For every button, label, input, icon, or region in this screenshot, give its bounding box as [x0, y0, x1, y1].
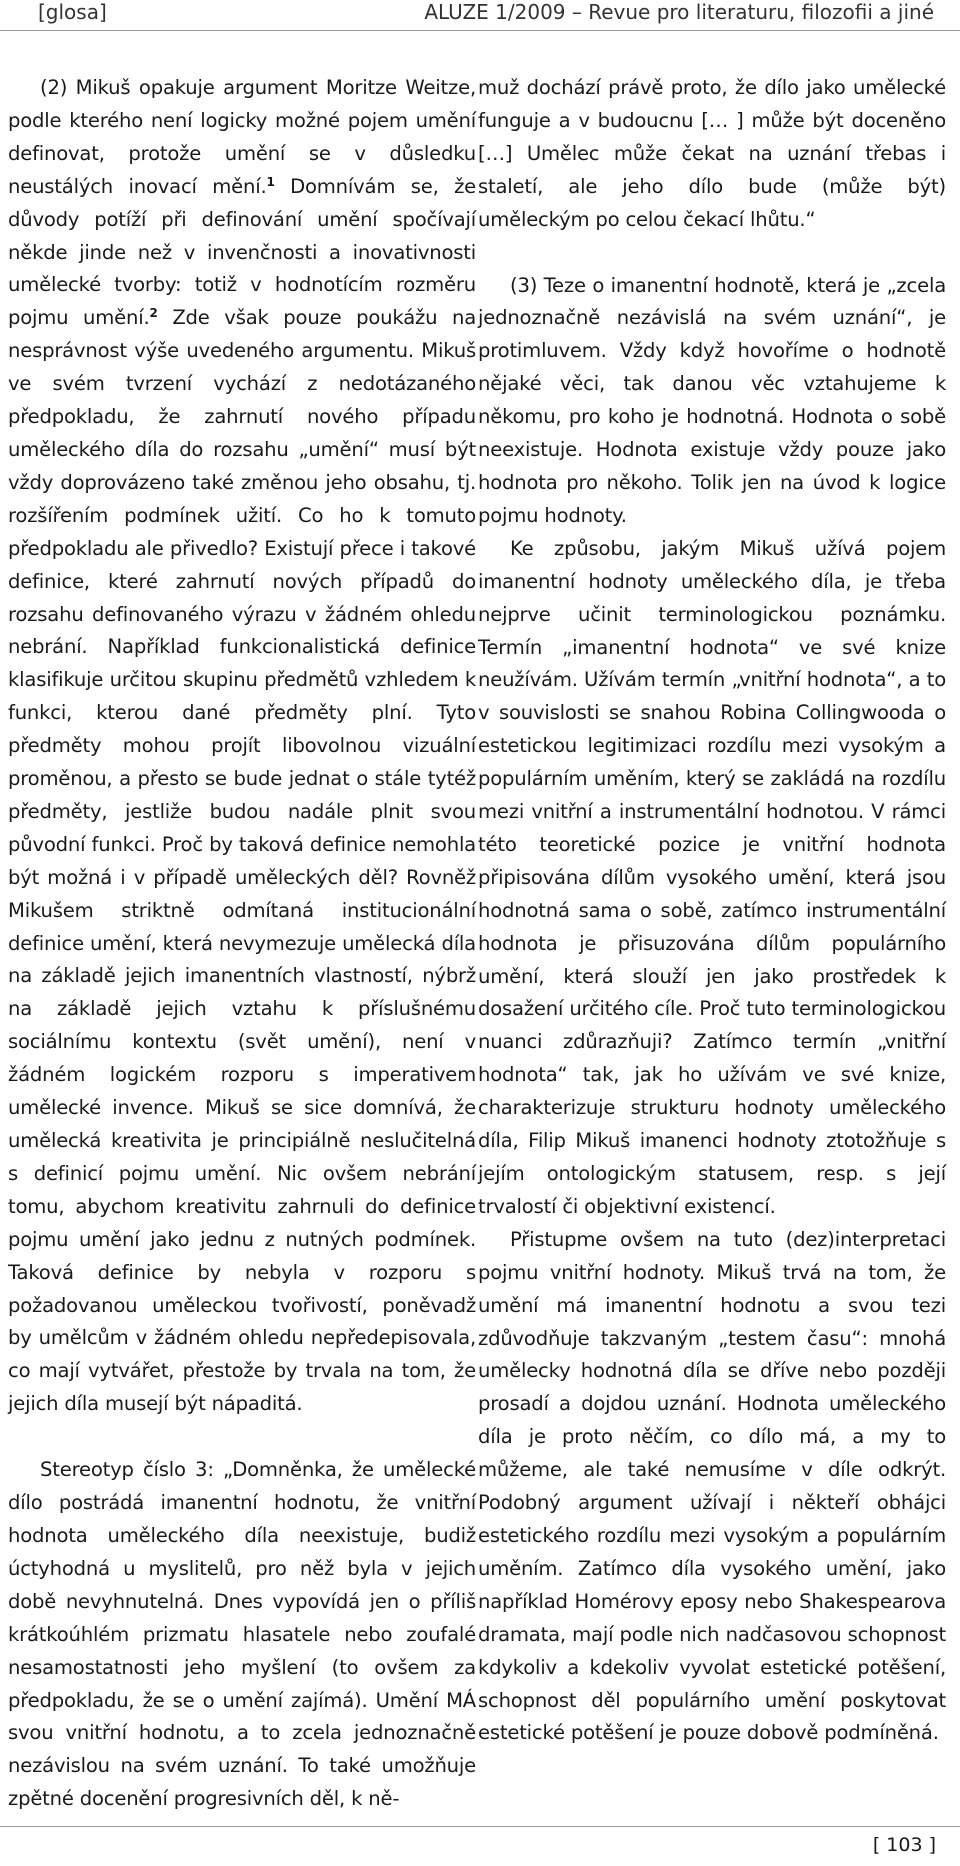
section-label: [glosa]: [38, 0, 107, 24]
page-footer: [0, 1826, 960, 1866]
paragraph: [8, 72, 476, 1421]
paragraph: Ke způsobu, jakým Mikuš užívá pojem imanentní hodnoty uměleckého díla, je třeba nejprve učinit terminologickou poznámku. Termín „imanentní hodnota“ ve své knize neužívám. Užívám termín „vnitřní hodnota“, a to v souvislosti se snahou Robina Collingwooda o estetickou legitimizaci rozdílu mezi vysokým a populárním uměním, který se zakládá na rozdílu mezi vnitřní a instrumentální hodnotou. V rámci této teoretické pozice je vnitřní hodnota připisována dílům vysokého umění, která jsou hodnotná sama o sobě, zatímco instrumentální hodnota je přisuzována dílům populárního umění, která slouží jen jako prostředek k dosažení určitého cíle. Proč tuto terminologickou nuanci zdůrazňuji? Zatímco termín „vnitřní hodnota“ tak, jak ho užívám ve své knize, charakterizuje strukturu hodnoty uměleckého díla, Filip Mikuš imanenci hodnoty ztotožňuje s jejím ontologickým statusem, resp. s její trvalostí či objektivní existencí.: [478, 536, 946, 1218]
paragraph-text: Domnívám se, že důvody potíží při definování umění spočívají někde jinde než v invenčnosti a inovativnosti umělecké tvorby: totiž v hodnotícím rozměru pojmu umění.: [8, 174, 477, 330]
right-column: [478, 72, 946, 1750]
footer-rule: [0, 1826, 960, 1827]
paragraph: (3) Teze o imanentní hodnotě, která je „zcela jednoznačně nezávislá na svém uznání“, je protimluvem. Vždy když hovoříme o hodnotě nějaké věci, tak danou věc vztahujeme k někomu, pro koho je hodnotná. Hodnota o sobě neexistuje. Hodnota existuje vždy pouze jako hodnota pro někoho. Tolik jen na úvod k logice pojmu hodnoty.: [478, 273, 946, 527]
paragraph-text: (2) Mikuš opakuje argument Moritze Weitze, podle kterého není logicky možné pojem umění definovat, protože umění se v důsledku neustálých inovací mění.: [8, 76, 476, 198]
footnote-marker[interactable]: 1: [266, 174, 275, 189]
left-column: [8, 72, 476, 1816]
running-header: [0, 0, 960, 30]
footnote-marker[interactable]: 2: [149, 306, 158, 321]
journal-title: ALUZE 1/2009 – Revue pro literaturu, filozofii a jiné: [424, 0, 934, 24]
paragraph: muž dochází právě proto, že dílo jako umělecké funguje a v budoucnu [… ] může být doceněno […] Umělec může čekat na uznání třebas i staletí, ale jeho dílo bude (může být) uměleckým po celou čekací lhůtu.“: [478, 76, 946, 231]
paragraph: Stereotyp číslo 3: „Domněnka, že umělecké dílo postrádá imanentní hodnotu, že vnitřní hodnota uměleckého díla neexistuje, budiž úctyhodná u myslitelů, pro něž byla v jejich době nevyhnutelná. Dnes vypovídá jen o příliš krátkoúhlém prizmatu hlasatele nebo zoufalé nesamostatnosti jeho myšlení (to ovšem za předpokladu, že se o umění zajímá). Umění MÁ svou vnitřní hodnotu, a to zcela jednoznačně nezávislou na svém uznání. To také umožňuje zpětné docenění progresivních děl, k ně-: [8, 1458, 476, 1811]
page-number: [ 103 ]: [872, 1834, 936, 1856]
header-rule: [0, 30, 960, 31]
paragraph: Přistupme ovšem na tuto (dez)interpretaci pojmu vnitřní hodnoty. Mikuš trvá na tom, že umění má imanentní hodnotu a svou tezi zdůvodňuje takzvaným „testem času“: mnohá umělecky hodnotná díla se dříve nebo později prosadí a dojdou uznání. Hodnota uměleckého díla je proto něčím, co dílo má, a my to můžeme, ale také nemusíme v díle odkrýt. Podobný argument užívají i někteří obhájci estetického rozdílu mezi vysokým a populárním uměním. Zatímco díla vysokého umění, jako například Homérovy eposy nebo Shakespearova dramata, mají podle nich nadčasovou schopnost kdykoliv a kdekoliv vyvolat estetické potěšení, schopnost děl populárního umění poskytovat estetické potěšení je pouze dobově podmíněná.: [478, 1227, 946, 1745]
paragraph-text: Zde však pouze poukážu na nesprávnost výše uvedeného argumentu. Mikuš ve svém tvrzení vychází z nedotázaného předpokladu, že zahrnutí nového případu uměleckého díla do rozsahu „umění“ musí být vždy doprovázeno také změnou jeho obsahu, tj. rozšířením podmínek užití. Co ho k tomuto předpokladu ale přivedlo? Existují přece i takové definice, které zahrnutí nových případů do rozsahu definovaného výrazu v žádném ohledu nebrání. Například funkcionalistická definice klasifikuje určitou skupinu předmětů vzhledem k funkci, kterou dané předměty plní. Tyto předměty mohou projít libovolnou vizuální proměnou, a přesto se bude jednat o stále tytéž předměty, jestliže budou nadále plnit svou původní funkci. Proč by taková definice nemohla být možná i v případě uměleckých děl? Rovněž Mikušem striktně odmítaná institucionální definice umění, která nevymezuje umělecká díla na základě jejich imanentních vlastností, nýbrž na základě jejich vztahu k příslušnému sociálnímu kontextu (svět umění), není v žádném logickém rozporu s imperativem umělecké invence. Mikuš se sice domnívá, že umělecká kreativita je principiálně neslučitelná s definicí pojmu umění. Nic ovšem nebrání tomu, abychom kreativitu zahrnuli do definice pojmu umění jako jednu z nutných podmínek. Taková definice by nebyla v rozporu s požadovanou uměleckou tvořivostí, poněvadž by umělcům v žádném ohledu nepředepisovala, co mají vytvářet, přestože by trvala na tom, že jejich díla musejí být nápaditá.: [8, 306, 476, 1416]
